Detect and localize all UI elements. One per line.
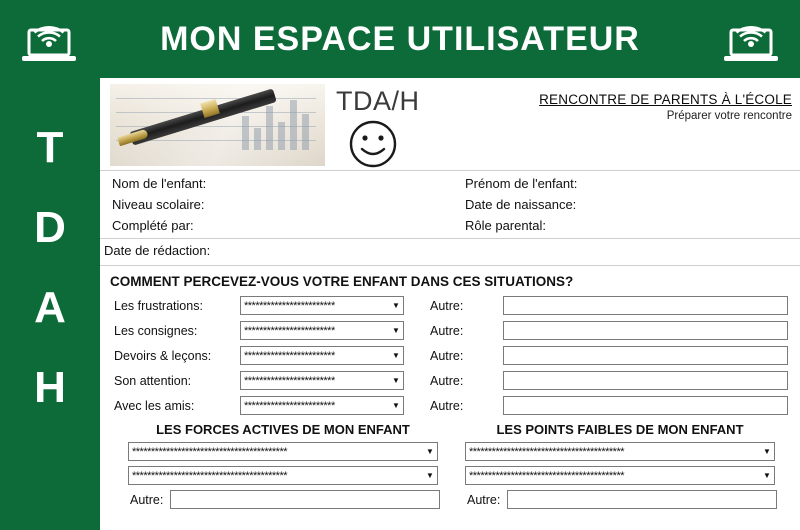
label-autre: Autre: — [130, 492, 164, 507]
chevron-down-icon[interactable]: ▼ — [763, 447, 771, 456]
dropdown-avec-les-amis[interactable] — [240, 396, 404, 415]
pen-and-chart-photo — [110, 84, 325, 166]
tdah-label: TDA/H — [336, 86, 420, 116]
input-autre-avec-les-amis[interactable] — [503, 396, 788, 415]
dropdown-value: ***************************************** — [132, 469, 288, 482]
label-autre: Autre: — [430, 349, 464, 363]
chevron-down-icon[interactable]: ▼ — [392, 401, 400, 410]
perception-heading: COMMENT PERCEVEZ-VOUS VOTRE ENFANT DANS CES SITUATIONS? — [110, 274, 574, 289]
input-autre-son-attention[interactable] — [503, 371, 788, 390]
chevron-down-icon[interactable]: ▼ — [763, 471, 771, 480]
wifi-laptop-icon-left — [18, 11, 80, 67]
chevron-down-icon[interactable]: ▼ — [392, 326, 400, 335]
chevron-down-icon[interactable]: ▼ — [392, 301, 400, 310]
input-autre-les-consignes[interactable] — [503, 321, 788, 340]
label-avec-les-amis: Avec les amis: — [114, 399, 195, 413]
wifi-laptop-icon-right — [720, 11, 782, 67]
label-date-naissance: Date de naissance: — [465, 197, 577, 212]
faiblesses-column — [455, 422, 785, 509]
label-prenom-enfant: Prénom de l'enfant: — [465, 176, 578, 191]
label-autre: Autre: — [467, 492, 501, 507]
label-complete-par: Complété par: — [112, 218, 194, 233]
input-autre-devoirs-lecons[interactable] — [503, 346, 788, 365]
dropdown-forces-2[interactable] — [128, 466, 438, 485]
table-row — [100, 296, 800, 320]
dropdown-faiblesses-2[interactable] — [465, 466, 775, 485]
smiley-face-icon — [340, 120, 406, 168]
dropdown-value: ***************************************** — [132, 445, 288, 458]
document-panel — [100, 78, 800, 530]
dropdown-value: ************************ — [244, 299, 335, 312]
input-autre-forces[interactable] — [170, 490, 440, 509]
document-banner — [100, 78, 800, 171]
chevron-down-icon[interactable]: ▼ — [426, 471, 434, 480]
page-title: MON ESPACE UTILISATEUR — [160, 19, 640, 58]
dropdown-devoirs-lecons[interactable] — [240, 346, 404, 365]
sidebar-letter-a: A — [34, 283, 66, 332]
label-autre: Autre: — [430, 299, 464, 313]
dropdown-faiblesses-1[interactable] — [465, 442, 775, 461]
input-autre-faiblesses[interactable] — [507, 490, 777, 509]
label-niveau-scolaire: Niveau scolaire: — [112, 197, 205, 212]
sidebar-letter-d: D — [34, 203, 66, 252]
dropdown-value: ************************ — [244, 374, 335, 387]
forces-title: LES FORCES ACTIVES DE MON ENFANT — [156, 422, 410, 437]
sidebar — [0, 78, 100, 530]
faiblesses-autre-row — [455, 490, 785, 509]
date-redaction-row — [100, 238, 800, 266]
label-nom-enfant: Nom de l'enfant: — [112, 176, 207, 191]
dropdown-forces-1[interactable] — [128, 442, 438, 461]
forces-column — [118, 422, 448, 509]
label-les-consignes: Les consignes: — [114, 324, 198, 338]
table-row — [100, 396, 800, 420]
sidebar-letter-t: T — [36, 123, 64, 172]
document-heading-subtitle: Préparer votre rencontre — [666, 110, 792, 122]
dropdown-les-consignes[interactable] — [240, 321, 404, 340]
dropdown-value: ***************************************** — [469, 469, 625, 482]
label-devoirs-lecons: Devoirs & leçons: — [114, 349, 212, 363]
input-autre-les-frustrations[interactable] — [503, 296, 788, 315]
label-autre: Autre: — [430, 324, 464, 338]
forces-autre-row — [118, 490, 448, 509]
dropdown-value: ************************ — [244, 349, 335, 362]
chevron-down-icon[interactable]: ▼ — [392, 376, 400, 385]
dropdown-les-frustrations[interactable] — [240, 296, 404, 315]
table-row — [100, 321, 800, 345]
table-row — [100, 371, 800, 395]
label-role-parental: Rôle parental: — [465, 218, 546, 233]
label-date-redaction: Date de rédaction: — [104, 243, 211, 258]
chevron-down-icon[interactable]: ▼ — [392, 351, 400, 360]
sidebar-letter-h: H — [34, 363, 66, 412]
document-heading-title: RENCONTRE DE PARENTS À L'ÉCOLE — [539, 92, 792, 107]
document-heading-block — [539, 92, 792, 122]
chevron-down-icon[interactable]: ▼ — [426, 447, 434, 456]
dropdown-value: ***************************************** — [469, 445, 625, 458]
table-row — [100, 346, 800, 370]
perception-rows — [100, 296, 800, 421]
dropdown-value: ************************ — [244, 399, 335, 412]
identity-left-column — [112, 173, 206, 236]
label-autre: Autre: — [430, 399, 464, 413]
faiblesses-title: LES POINTS FAIBLES DE MON ENFANT — [496, 422, 744, 437]
app-header — [0, 0, 800, 78]
identity-section — [100, 171, 800, 236]
label-les-frustrations: Les frustrations: — [114, 299, 203, 313]
label-autre: Autre: — [430, 374, 464, 388]
identity-right-column — [465, 173, 577, 236]
label-son-attention: Son attention: — [114, 374, 192, 388]
dropdown-value: ************************ — [244, 324, 335, 337]
dropdown-son-attention[interactable] — [240, 371, 404, 390]
